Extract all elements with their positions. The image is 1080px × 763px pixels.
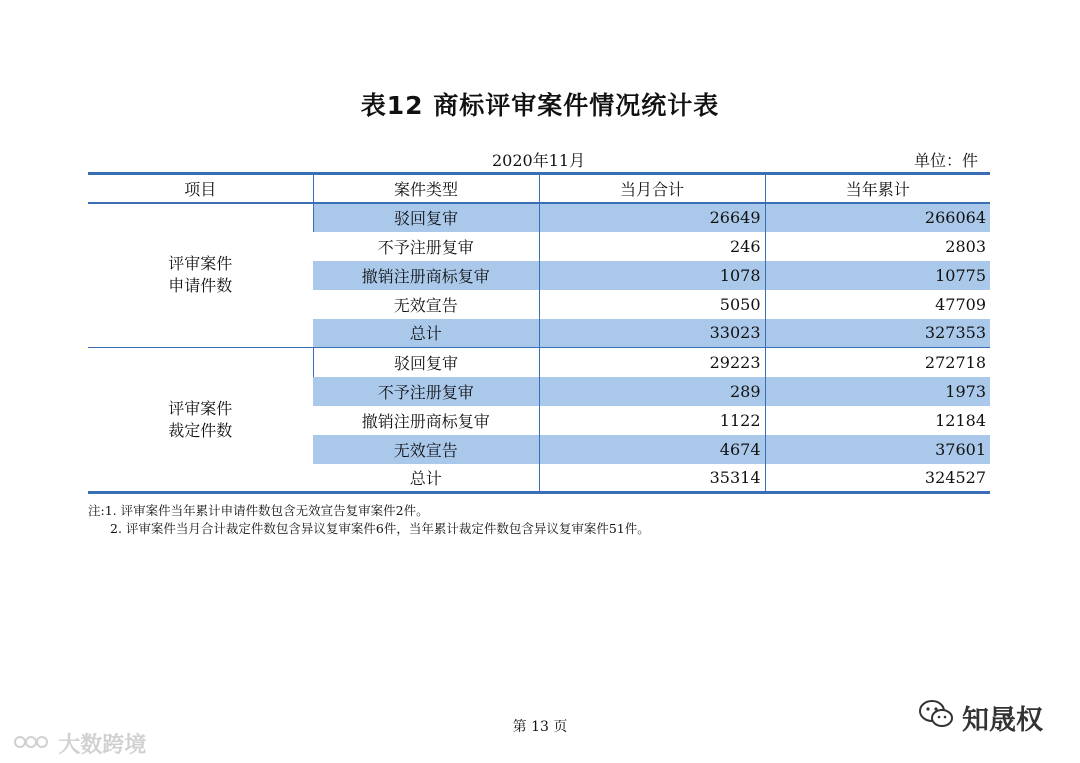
case-type-cell: 无效宣告 (313, 435, 539, 464)
watermark-right (918, 698, 1043, 737)
group-label (88, 348, 313, 493)
watermark-left (14, 728, 146, 759)
year-value-cell: 324527 (765, 464, 990, 493)
report-date: 2020年11月 (492, 151, 586, 170)
year-value-cell: 1973 (765, 377, 990, 406)
month-value-cell: 4674 (539, 435, 765, 464)
case-type-cell: 撤销注册商标复审 (313, 261, 539, 290)
year-value-cell: 47709 (765, 290, 990, 319)
month-value-cell: 35314 (539, 464, 765, 493)
footnote-1: 注:1. 评审案件当年累计申请件数包含无效宣告复审案件2件。 (88, 503, 429, 518)
watermark-left-text: 大数跨境 (58, 733, 147, 758)
group-label-line: 申请件数 (168, 276, 233, 296)
month-value-cell: 1122 (539, 406, 765, 435)
case-type-cell: 不予注册复审 (313, 377, 539, 406)
table-title: 表12 商标评审案件情况统计表 (360, 91, 720, 120)
month-value-cell: 289 (539, 377, 765, 406)
year-value-cell: 327353 (765, 319, 990, 348)
header-row (88, 174, 990, 203)
page-number: 第 13 页 (512, 719, 568, 735)
case-type-cell: 无效宣告 (393, 295, 458, 315)
case-type-cell: 总计 (409, 468, 442, 488)
table-row (88, 203, 990, 232)
case-type-cell: 撤销注册商标复审 (361, 411, 490, 431)
year-value-cell: 2803 (765, 232, 990, 261)
wechat-icon (918, 699, 954, 736)
watermark-right-text: 知晟权 (962, 705, 1043, 736)
stats-table (88, 172, 990, 494)
case-type-cell: 驳回复审 (313, 348, 539, 377)
header-item: 项目 (88, 174, 313, 203)
year-value-cell: 10775 (765, 261, 990, 290)
case-type-cell: 不予注册复审 (377, 237, 474, 257)
group-label-line: 裁定件数 (168, 420, 233, 440)
group-label-line: 评审案件 (168, 254, 233, 274)
month-value-cell: 26649 (539, 203, 765, 232)
header-case-type: 案件类型 (313, 174, 539, 203)
footnotes (88, 502, 650, 538)
case-type-cell: 总计 (313, 319, 539, 348)
unit-label: 单位：件 (914, 151, 979, 170)
case-type-cell: 驳回复审 (313, 203, 539, 232)
month-value-cell: 1078 (539, 261, 765, 290)
group-label-line: 评审案件 (168, 398, 233, 418)
month-value-cell: 29223 (539, 348, 765, 377)
year-value-cell: 272718 (765, 348, 990, 377)
watermark-logo-icon (14, 736, 54, 757)
year-value-cell: 37601 (765, 435, 990, 464)
year-value-cell: 266064 (765, 203, 990, 232)
group-label (88, 203, 313, 348)
month-value-cell: 33023 (539, 319, 765, 348)
year-value-cell: 12184 (765, 406, 990, 435)
table-row (88, 348, 990, 377)
header-month-total: 当月合计 (539, 174, 765, 203)
footnote-2: 2. 评审案件当月合计裁定件数包含异议复审案件6件，当年累计裁定件数包含异议复审案件51件。 (110, 521, 650, 536)
month-value-cell: 246 (539, 232, 765, 261)
header-year-total: 当年累计 (765, 174, 990, 203)
month-value-cell: 5050 (539, 290, 765, 319)
